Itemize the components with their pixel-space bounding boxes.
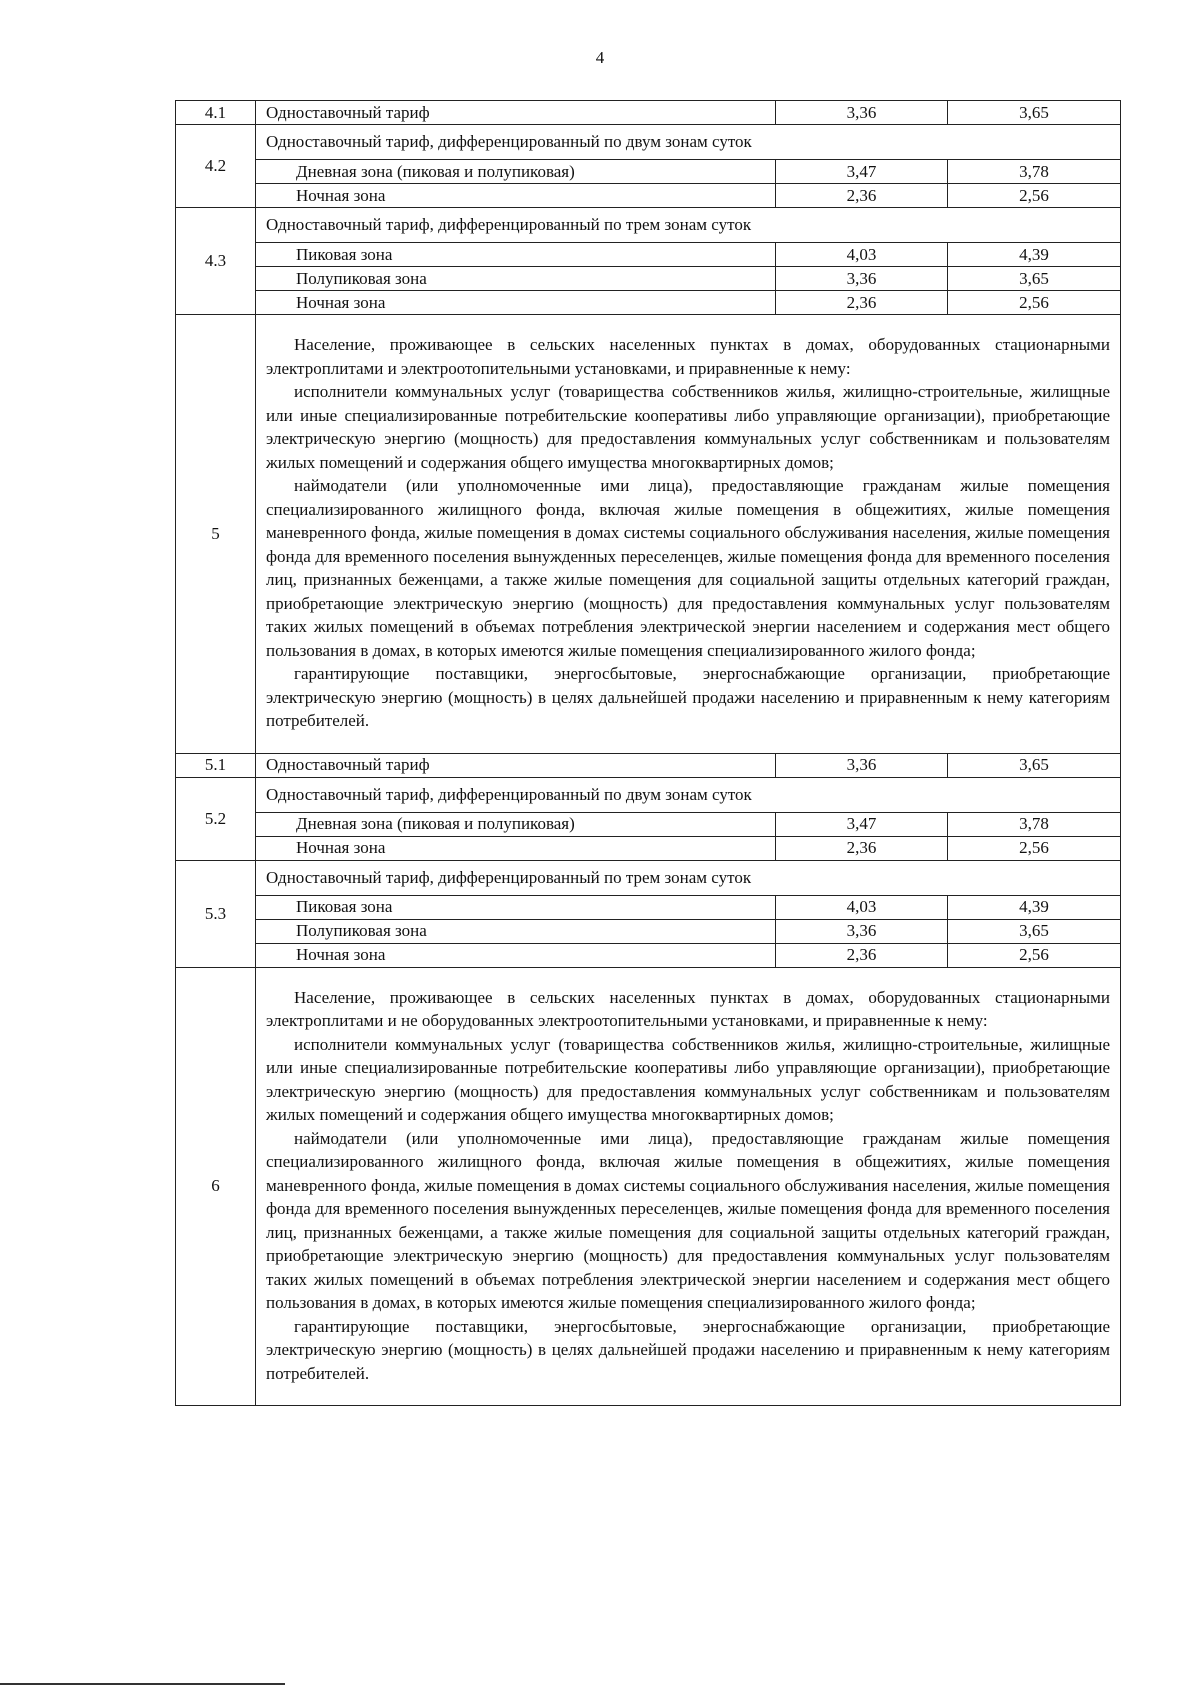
table-row [176,125,1121,160]
zone-name: Ночная зона [256,943,776,967]
footer-rule [0,1683,285,1685]
table-row [176,291,1121,315]
table-row [176,919,1121,943]
tariff-value: 3,47 [776,160,948,184]
description-paragraph: Население, проживающее в сельских населенных пунктах в домах, оборудованных стационарными электроплитами и не оборудованных электроотопительными установками, и приравненные к нему: [266,987,1110,1030]
tariff-value: 3,78 [948,812,1121,836]
category-description [256,315,1121,754]
tariff-value: 2,36 [776,291,948,315]
description-paragraph: Население, проживающее в сельских населенных пунктах в домах, оборудованных стационарными электроплитами и электроотопительными установками, и приравненные к нему: [266,335,1110,378]
tariff-value: 2,36 [776,184,948,208]
table-row [176,836,1121,860]
tariff-value: 2,56 [948,291,1121,315]
tariff-value: 4,39 [948,243,1121,267]
row-number: 5 [176,315,256,754]
tariff-value: 3,36 [776,753,948,777]
section-header: Одноставочный тариф, дифференцированный по двум зонам суток [256,777,1121,812]
tariff-value: 4,03 [776,895,948,919]
tariff-name: Одноставочный тариф [256,753,776,777]
table-row [176,860,1121,895]
tariff-value: 3,36 [776,267,948,291]
table-row [176,243,1121,267]
description-paragraph: наймодатели (или уполномоченные ими лица), предоставляющие гражданам жилые помещения специализированного жилищного фонда, включая жилые помещения в общежитиях, жилые помещения маневренного фонда, жилые помещения в домах системы социального обслуживания населения, жилые помещения фонда для временного поселения вынужденных переселенцев, жилые помещения фонда для временного поселения лиц, признанных беженцами, а также жилые помещения для социальной защиты отдельных категорий граждан, приобретающие электрическую энергию (мощность) для предоставления коммунальных услуг пользователям таких жилых помещений в объемах потребления электрической энергии населением и содержания мест общего пользования в домах, в которых имеются жилые помещения специализированного жилого фонда; [266,476,1110,660]
table-row [176,943,1121,967]
zone-name: Ночная зона [256,184,776,208]
description-paragraph: исполнители коммунальных услуг (товарищества собственников жилья, жилищно-строительные, жилищные или иные специализированные потребительские кооперативы либо управляющие организации), приобретающие электрическую энергию (мощность) для предоставления коммунальных услуг собственникам и пользователям жилых помещений и содержания общего имущества многоквартирных домов; [266,1034,1110,1124]
row-number: 4.3 [176,208,256,315]
zone-name: Ночная зона [256,836,776,860]
zone-name: Дневная зона (пиковая и полупиковая) [256,160,776,184]
tariff-value: 3,65 [948,753,1121,777]
table-row [176,184,1121,208]
table-row [176,208,1121,243]
table-row [176,812,1121,836]
table-row [176,753,1121,777]
table-row [176,895,1121,919]
tariff-name: Одноставочный тариф [256,101,776,125]
description-paragraph: гарантирующие поставщики, энергосбытовые, энергоснабжающие организации, приобретающие электрическую энергию (мощность) в целях дальнейшей продажи населению и приравненным к нему категориям потребителей. [266,1316,1110,1383]
row-number: 5.2 [176,777,256,860]
tariff-value: 2,56 [948,836,1121,860]
section-header: Одноставочный тариф, дифференцированный по трем зонам суток [256,208,1121,243]
section-header: Одноставочный тариф, дифференцированный по двум зонам суток [256,125,1121,160]
zone-name: Пиковая зона [256,895,776,919]
tariff-value: 3,65 [948,267,1121,291]
tariff-value: 2,56 [948,943,1121,967]
zone-name: Пиковая зона [256,243,776,267]
table-row [176,777,1121,812]
section-header: Одноставочный тариф, дифференцированный по трем зонам суток [256,860,1121,895]
tariff-value: 3,78 [948,160,1121,184]
zone-name: Ночная зона [256,291,776,315]
row-number: 4.1 [176,101,256,125]
tariff-value: 2,56 [948,184,1121,208]
tariff-table [175,100,1121,1406]
row-number: 5.3 [176,860,256,967]
zone-name: Дневная зона (пиковая и полупиковая) [256,812,776,836]
row-number: 5.1 [176,753,256,777]
description-paragraph: гарантирующие поставщики, энергосбытовые, энергоснабжающие организации, приобретающие электрическую энергию (мощность) в целях дальнейшей продажи населению и приравненным к нему категориям потребителей. [266,664,1110,730]
zone-name: Полупиковая зона [256,267,776,291]
table-row [176,967,1121,1406]
row-number: 6 [176,967,256,1406]
table-row [176,267,1121,291]
tariff-value: 3,65 [948,101,1121,125]
zone-name: Полупиковая зона [256,919,776,943]
tariff-value: 3,65 [948,919,1121,943]
row-number: 4.2 [176,125,256,208]
tariff-value: 4,39 [948,895,1121,919]
tariff-value: 3,36 [776,919,948,943]
category-description [256,967,1121,1406]
tariff-value: 3,36 [776,101,948,125]
table-row [176,160,1121,184]
description-paragraph: наймодатели (или уполномоченные ими лица), предоставляющие гражданам жилые помещения специализированного жилищного фонда, включая жилые помещения в общежитиях, жилые помещения маневренного фонда, жилые помещения в домах системы социального обслуживания населения, жилые помещения фонда для временного поселения вынужденных переселенцев, жилые помещения фонда для временного поселения лиц, признанных беженцами, а также жилые помещения для социальной защиты отдельных категорий граждан, приобретающие электрическую энергию (мощность) для предоставления коммунальных услуг пользователям таких жилых помещений в объемах потребления электрической энергии населением и содержания мест общего пользования в домах, в которых имеются жилые помещения специализированного жилого фонда; [266,1128,1110,1312]
tariff-value: 2,36 [776,943,948,967]
tariff-value: 2,36 [776,836,948,860]
description-paragraph: исполнители коммунальных услуг (товарищества собственников жилья, жилищно-строительные, жилищные или иные специализированные потребительские кооперативы либо управляющие организации), приобретающие электрическую энергию (мощность) для предоставления коммунальных услуг собственникам и пользователям жилых помещений и содержания общего имущества многоквартирных домов; [266,382,1110,472]
tariff-value: 4,03 [776,243,948,267]
table-row [176,315,1121,754]
tariff-value: 3,47 [776,812,948,836]
page-number: 4 [595,48,605,67]
table-row [176,101,1121,125]
